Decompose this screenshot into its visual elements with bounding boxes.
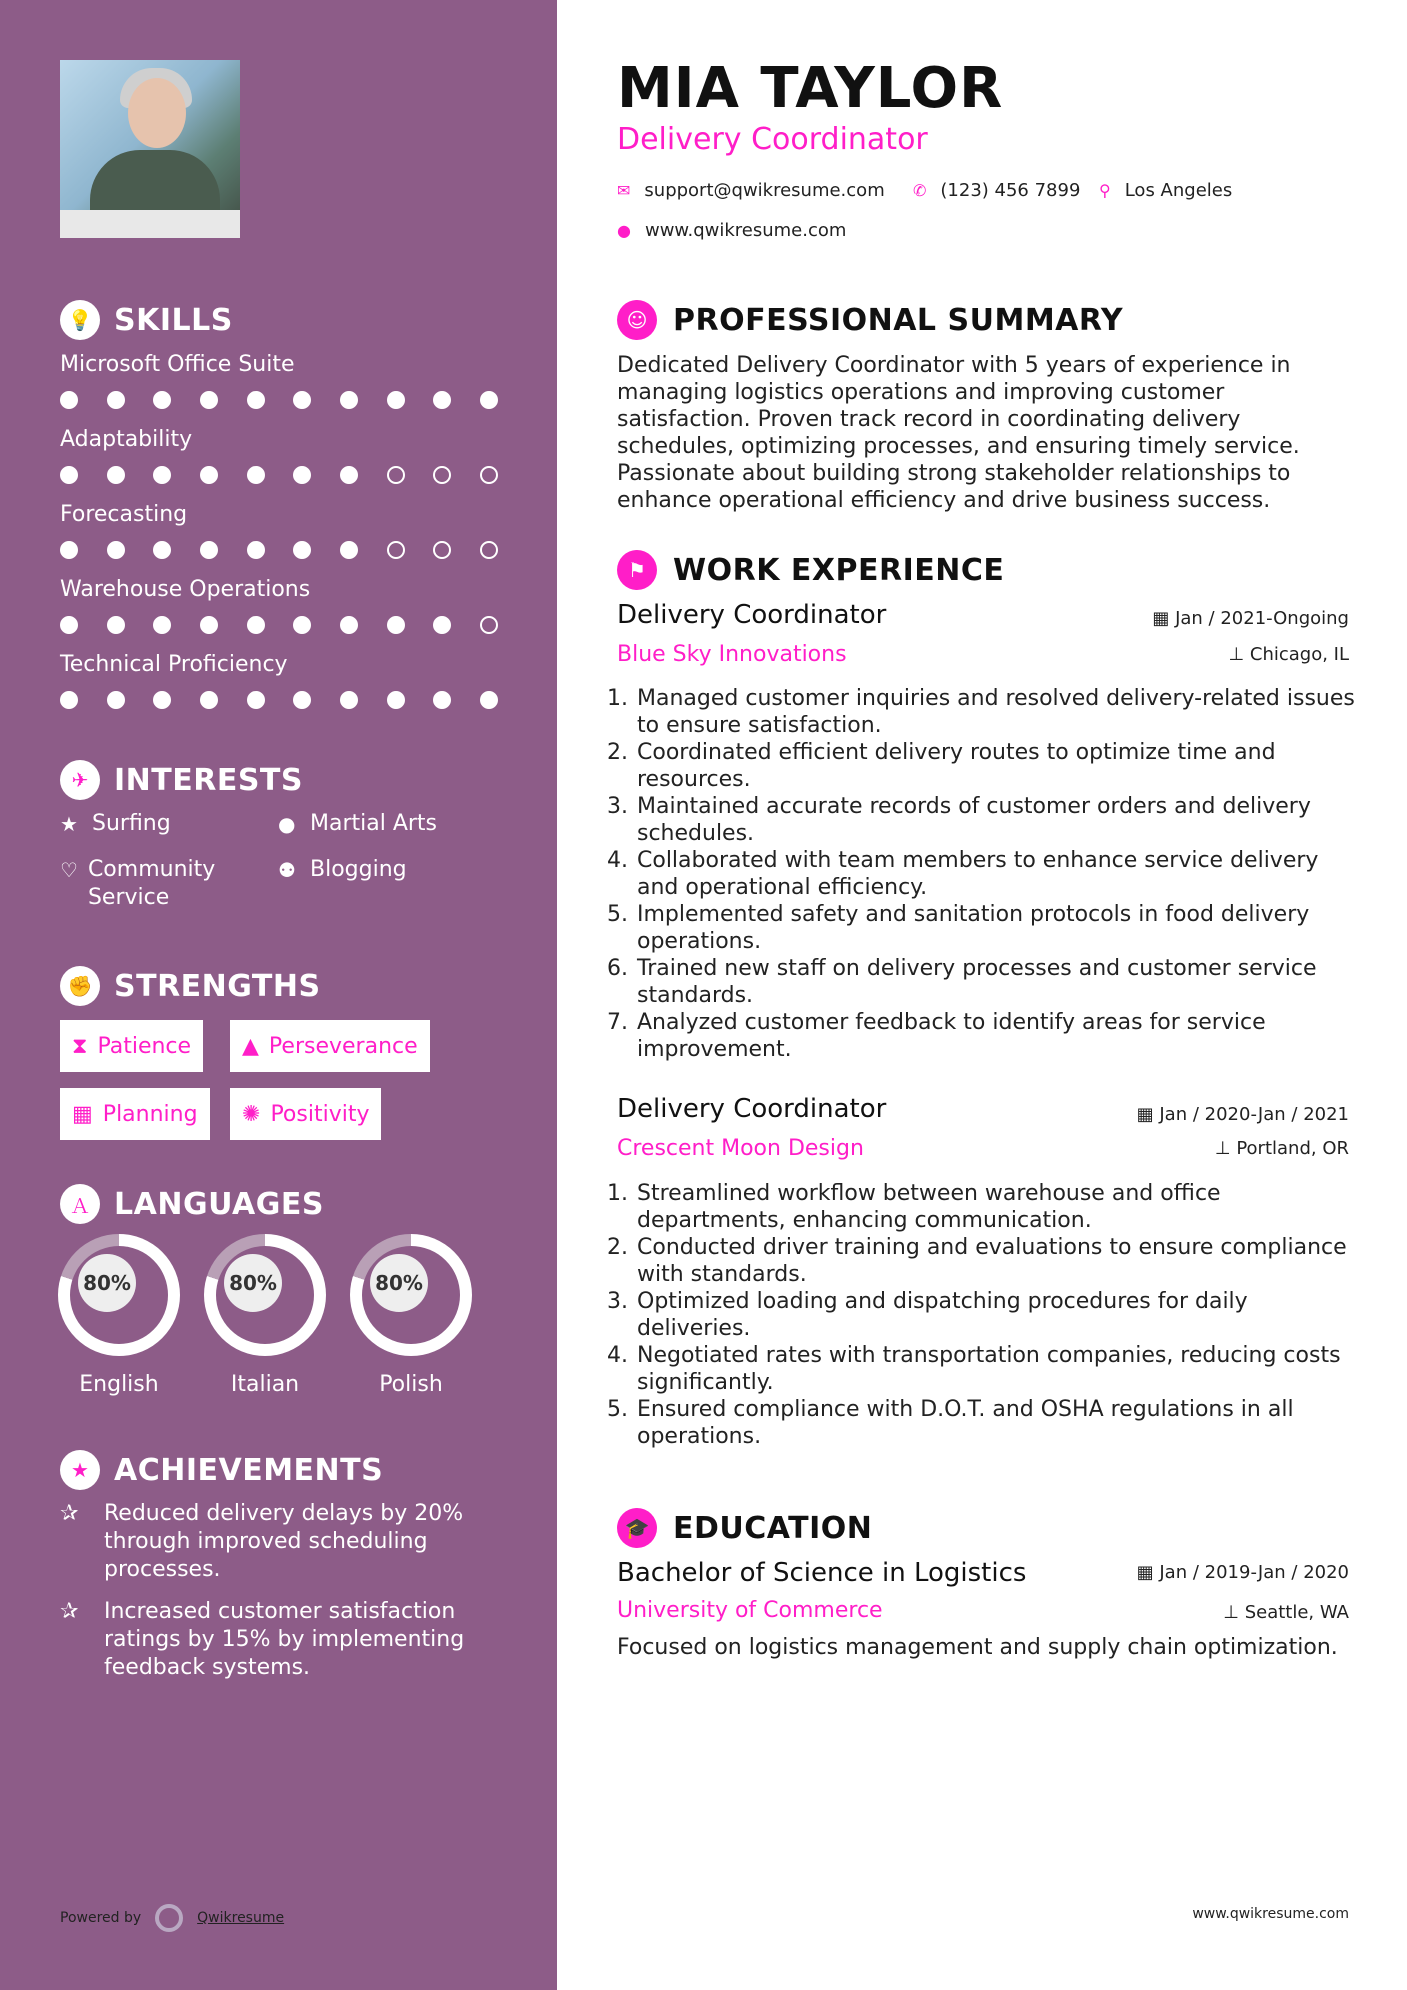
rating-dot (107, 466, 125, 484)
rating-dot (340, 691, 358, 709)
rating-dot (247, 616, 265, 634)
languages-heading: Ａ LANGUAGES (60, 1184, 324, 1224)
rating-dot (293, 391, 311, 409)
interest-item: ★ Surfing (60, 811, 171, 836)
strength-tag: ⧗ Patience (60, 1020, 203, 1072)
job-bullet: 6. Trained new staff on delivery processes and customer service standards. (635, 955, 1357, 1009)
summary-heading: ☺ PROFESSIONAL SUMMARY (617, 300, 1123, 340)
experience-heading: ⚑ WORK EXPERIENCE (617, 550, 1004, 590)
rating-dot (480, 616, 498, 634)
envelope-icon: ✉ (617, 181, 631, 200)
education-degree: Bachelor of Science in Logistics (617, 1558, 1027, 1588)
summary-text: Dedicated Delivery Coordinator with 5 years of experience in managing logistics operations and improving customer satisfaction. Proven track record in coordinating delivery schedules, optimizing processes, and ensuring timely service. Passionate about building strong stakeholder relationships to enhance operational efficiency and drive business success. (617, 353, 1300, 513)
rating-dot (387, 616, 405, 634)
rating-dot (340, 391, 358, 409)
pushpin-icon: ⊥ (1214, 1138, 1231, 1159)
chair-icon: ⚑ (617, 550, 657, 590)
users-icon: ⚉ (278, 858, 296, 882)
skill-item (60, 502, 500, 559)
job-location: ⊥ Chicago, IL (1228, 644, 1349, 665)
hand-icon: ♡ (60, 858, 78, 882)
contact-website[interactable]: ● www.qwikresume.com (617, 220, 847, 241)
rating-dot (433, 466, 451, 484)
rating-dot (60, 466, 78, 484)
language-polish: 80% Polish (350, 1234, 472, 1397)
user-icon: ☺ (617, 300, 657, 340)
qwikresume-link[interactable]: Qwikresume (197, 1910, 285, 1926)
rating-dot (433, 391, 451, 409)
rating-dot (60, 391, 78, 409)
powered-by: Powered by Qwikresume (60, 1904, 284, 1932)
skill-name: Technical Proficiency (60, 652, 288, 677)
skill-name: Microsoft Office Suite (60, 352, 295, 377)
translate-icon: Ａ (60, 1184, 100, 1224)
star-burst-icon: ✰ (60, 1501, 79, 1526)
rating-dot (153, 541, 171, 559)
education-date: ▦ Jan / 2019-Jan / 2020 (1136, 1562, 1349, 1583)
skill-item (60, 652, 500, 709)
map-pin-icon: ⚲ (1099, 181, 1111, 200)
education-school: University of Commerce (617, 1598, 883, 1623)
rating-dot (247, 391, 265, 409)
rating-dot (247, 541, 265, 559)
rating-dot (480, 466, 498, 484)
job-bullet: 3. Maintained accurate records of customer orders and delivery schedules. (635, 793, 1357, 847)
calendar-icon: ▦ (1136, 1104, 1154, 1125)
rating-dot (60, 616, 78, 634)
badge-star-icon: ★ (60, 1450, 100, 1490)
job-title: Delivery Coordinator (617, 600, 887, 630)
rating-dot (153, 616, 171, 634)
job-company: Crescent Moon Design (617, 1136, 864, 1161)
rating-dot (293, 466, 311, 484)
rating-dot (200, 691, 218, 709)
language-ring: 80% (350, 1234, 472, 1356)
education-description: Focused on logistics management and supply chain optimization. (617, 1635, 1338, 1660)
rating-dot (293, 691, 311, 709)
skill-item (60, 577, 500, 634)
road-icon: ▲ (242, 1033, 259, 1059)
strength-tag: ▲ Perseverance (230, 1020, 430, 1072)
job-bullet: 4. Collaborated with team members to enhance service delivery and operational efficiency. (635, 847, 1357, 901)
main-content (557, 0, 1407, 1990)
contact-email[interactable]: ✉ support@qwikresume.com (617, 180, 885, 201)
job-bullet: 1. Managed customer inquiries and resolved delivery-related issues to ensure satisfaction. (635, 685, 1357, 739)
calendar-icon: ▦ (72, 1101, 93, 1127)
phone-icon: ✆ (913, 181, 927, 200)
interest-item: ⚉ Blogging (278, 857, 407, 882)
rating-dot (200, 616, 218, 634)
contact-phone[interactable]: ✆ (123) 456 7899 (913, 180, 1081, 201)
achievement-item: ✰ Reduced delivery delays by 20% through improved scheduling processes. (60, 1501, 464, 1582)
paper-plane-icon: ✈ (60, 760, 100, 800)
rating-dot (293, 616, 311, 634)
skill-rating (60, 691, 498, 709)
job-bullet: 5. Implemented safety and sanitation protocols in food delivery operations. (635, 901, 1357, 955)
education-heading: 🎓 EDUCATION (617, 1508, 872, 1548)
calendar-icon: ▦ (1136, 1562, 1154, 1583)
star-burst-icon: ✰ (60, 1599, 79, 1624)
strengths-heading: ✊ STRENGTHS (60, 966, 321, 1006)
qwikresume-logo-icon (155, 1904, 183, 1932)
rating-dot (480, 391, 498, 409)
rating-dot (293, 541, 311, 559)
calendar-icon: ▦ (1152, 608, 1170, 629)
sidebar (0, 0, 557, 1990)
language-italian: 80% Italian (204, 1234, 326, 1397)
lightbulb-icon: 💡 (60, 300, 100, 340)
language-ring: 80% (58, 1234, 180, 1356)
education-location: ⊥ Seattle, WA (1223, 1602, 1349, 1623)
skill-rating (60, 541, 498, 559)
interests-heading: ✈ INTERESTS (60, 760, 303, 800)
strength-tag: ✺ Positivity (230, 1088, 381, 1140)
skill-rating (60, 466, 498, 484)
sun-icon: ✺ (242, 1101, 261, 1127)
rating-dot (60, 691, 78, 709)
star-icon: ★ (60, 812, 78, 836)
rating-dot (60, 541, 78, 559)
skill-name: Adaptability (60, 427, 193, 452)
achievements-heading: ★ ACHIEVEMENTS (60, 1450, 383, 1490)
fist-icon: ✊ (60, 966, 100, 1006)
rating-dot (340, 616, 358, 634)
rating-dot (387, 691, 405, 709)
job-bullet: 1. Streamlined workflow between warehouse and office departments, enhancing communication. (635, 1180, 1357, 1234)
rating-dot (200, 466, 218, 484)
rating-dot (480, 541, 498, 559)
rating-dot (107, 691, 125, 709)
job-bullet: 2. Coordinated efficient delivery routes to optimize time and resources. (635, 739, 1357, 793)
job-date: ▦ Jan / 2021-Ongoing (1152, 608, 1349, 629)
rating-dot (387, 391, 405, 409)
rating-dot (153, 691, 171, 709)
job-bullet: 7. Analyzed customer feedback to identify areas for service improvement. (635, 1009, 1357, 1063)
globe-icon: ● (278, 812, 296, 836)
job-bullet: 5. Ensured compliance with D.O.T. and OSHA regulations in all operations. (635, 1396, 1357, 1450)
rating-dot (107, 541, 125, 559)
language-english: 80% English (58, 1234, 180, 1397)
job-date: ▦ Jan / 2020-Jan / 2021 (1136, 1104, 1349, 1125)
job-company: Blue Sky Innovations (617, 642, 847, 667)
skill-name: Forecasting (60, 502, 188, 527)
strength-tag: ▦ Planning (60, 1088, 210, 1140)
achievement-item: ✰ Increased customer satisfaction ratings by 15% by implementing feedback systems. (60, 1599, 465, 1680)
rating-dot (387, 541, 405, 559)
graduate-icon: 🎓 (617, 1508, 657, 1548)
footer-url[interactable]: www.qwikresume.com (1192, 1906, 1349, 1922)
globe-icon: ● (617, 221, 631, 240)
rating-dot (433, 691, 451, 709)
rating-dot (107, 616, 125, 634)
pushpin-icon: ⊥ (1223, 1602, 1239, 1623)
job-bullet: 4. Negotiated rates with transportation companies, reducing costs significantly. (635, 1342, 1357, 1396)
pushpin-icon: ⊥ (1228, 644, 1245, 665)
language-ring: 80% (204, 1234, 326, 1356)
profile-photo (60, 60, 240, 238)
rating-dot (200, 391, 218, 409)
candidate-name: MIA TAYLOR (617, 56, 1004, 121)
job-bullet: 2. Conducted driver training and evaluations to ensure compliance with standards. (635, 1234, 1357, 1288)
skill-name: Warehouse Operations (60, 577, 311, 602)
candidate-role: Delivery Coordinator (617, 122, 928, 157)
rating-dot (247, 466, 265, 484)
rating-dot (480, 691, 498, 709)
skill-rating (60, 616, 498, 634)
job-bullets (617, 1180, 1357, 1450)
skill-item (60, 427, 500, 484)
skill-rating (60, 391, 498, 409)
rating-dot (200, 541, 218, 559)
rating-dot (153, 391, 171, 409)
rating-dot (433, 541, 451, 559)
rating-dot (433, 616, 451, 634)
job-bullets (617, 685, 1357, 1063)
interest-item: ♡ Community Service (60, 857, 216, 910)
rating-dot (387, 466, 405, 484)
skill-item (60, 352, 500, 409)
hourglass-icon: ⧗ (72, 1033, 88, 1059)
rating-dot (153, 466, 171, 484)
job-title: Delivery Coordinator (617, 1094, 887, 1124)
rating-dot (340, 466, 358, 484)
rating-dot (107, 391, 125, 409)
interest-item: ● Martial Arts (278, 811, 438, 836)
rating-dot (340, 541, 358, 559)
rating-dot (247, 691, 265, 709)
job-location: ⊥ Portland, OR (1214, 1138, 1349, 1159)
skills-heading: 💡 SKILLS (60, 300, 233, 340)
contact-location: ⚲ Los Angeles (1099, 180, 1233, 201)
job-bullet: 3. Optimized loading and dispatching procedures for daily deliveries. (635, 1288, 1357, 1342)
